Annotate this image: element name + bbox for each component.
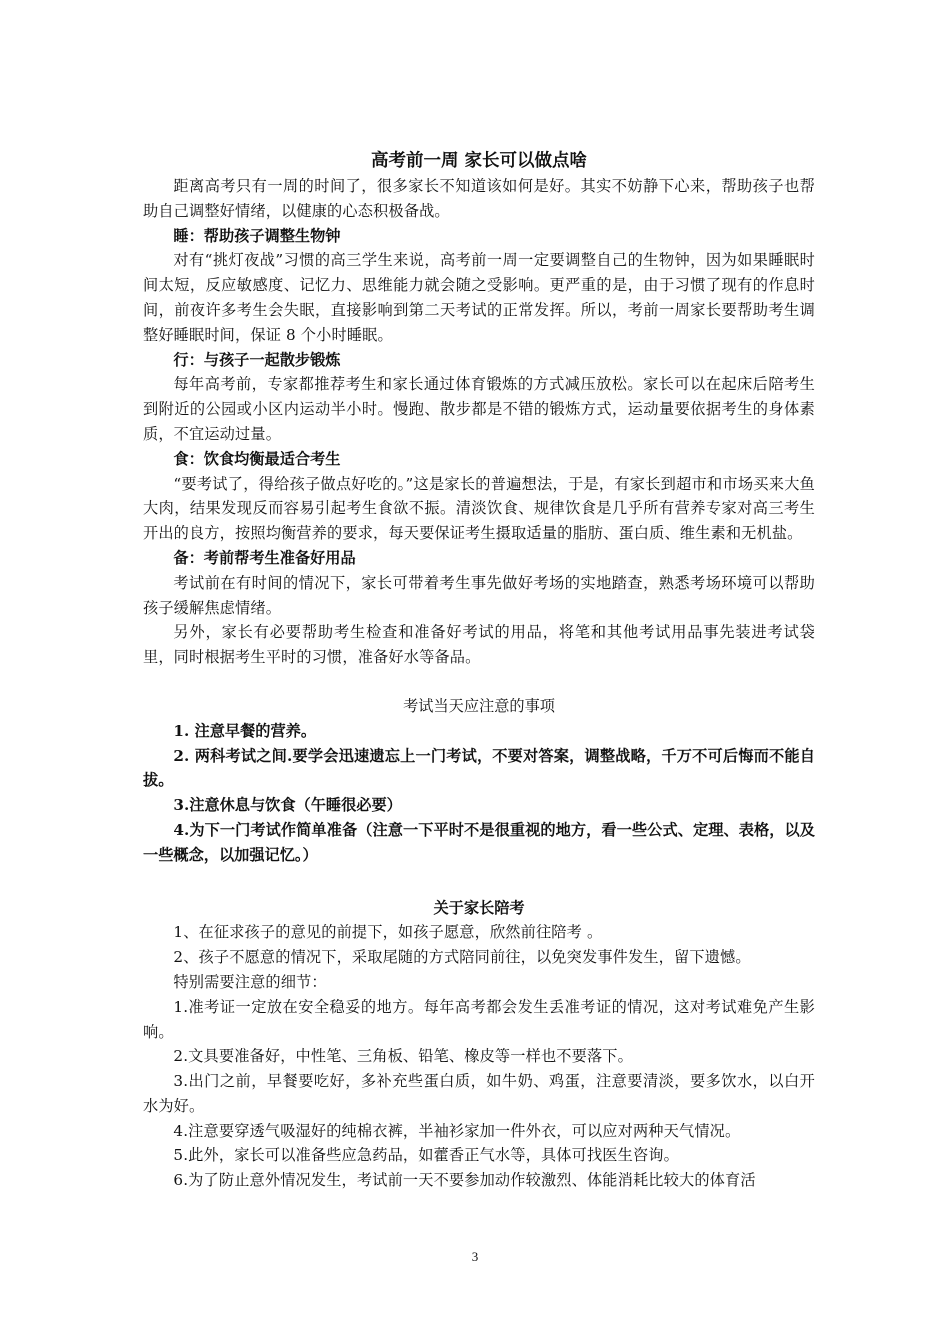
accompany-title: 关于家长陪考 [433,898,525,917]
section-paragraph: “要考试了，得给孩子做点好吃的。”这是家长的普遍想法，于是，有家长到超市和市场买来大鱼大肉，结果发现反而容易引起考生食欲不振。清淡饮食、规律饮食是几乎所有营养专家对高三考生开出的良方，按照均衡营养的要求，每天要保证考生摄取适量的脂肪、蛋白质、维生素和无机盐。 [143,474,815,543]
accompany-line: 1、在征求孩子的意见的前提下，如孩子愿意，欣然前往陪考 。 [173,923,603,942]
exam-day-item: 1. 注意早餐的营养。 [173,721,317,740]
accompany-line: 5.此外，家长可以准备些应急药品，如藿香正气水等，具体可找医生咨询。 [173,1146,679,1165]
accompany-line: 2、孩子不愿意的情况下，采取尾随的方式陪同前往，以免突发事件发生，留下遗憾。 [173,948,751,967]
accompany-line: 6.为了防止意外情况发生，考试前一天不要参加动作较激烈、体能消耗比较大的体育活 [173,1171,756,1190]
exam-day-item: 4.为下一门考试作简单准备（注意一下平时不是很重视的地方，看一些公式、定理、表格，以及一些概念，以加强记忆。） [143,820,815,864]
accompany-line: 3.出门之前，早餐要吃好，多补充些蛋白质，如牛奶、鸡蛋，注意要清淡，要多饮水，以白开水为好。 [143,1072,815,1115]
spacer [143,670,815,694]
page-number: 3 [471,1249,479,1264]
section-paragraph: 考试前在有时间的情况下，家长可带着考生事先做好考场的实地踏查，熟悉考场环境可以帮助孩子缓解焦虑情绪。 [143,573,815,617]
exam-day-item: 2. 两科考试之间.要学会迅速遗忘上一门考试，不要对答案，调整战略，千万不可后悔而不能自拔。 [143,746,815,790]
section-heading-diet: 食：饮食均衡最适合考生 [173,449,341,468]
section-paragraph: 对有“挑灯夜战”习惯的高三学生来说，高考前一周一定要调整自己的生物钟，因为如果睡眠时间太短，反应敏感度、记忆力、思维能力就会随之受影响。更严重的是，由于习惯了现有的作息时间，前夜许多考生会失眠，直接影响到第二天考试的正常发挥。所以，考前一周家长要帮助考生调整好睡眠时间，保证 8 个小时睡眠。 [143,251,815,344]
article-title: 高考前一周 家长可以做点啥 [370,151,588,171]
section-heading-sleep: 睡：帮助孩子调整生物钟 [173,226,341,245]
exam-day-item: 3.注意休息与饮食（午睡很必要） [173,796,402,815]
exam-day-title: 考试当天应注意的事项 [403,696,555,715]
section-paragraph: 每年高考前，专家都推荐考生和家长通过体育锻炼的方式减压放松。家长可以在起床后陪考生到附近的公园或小区内运动半小时。慢跑、散步都是不错的锻炼方式，运动量要依据考生的身体素质，不宜运动过量。 [143,375,815,443]
accompany-line: 4.注意要穿透气吸湿好的纯棉衣裤，半袖衫家加一件外衣，可以应对两种天气情况。 [173,1121,741,1140]
section-heading-prepare: 备：考前帮考生准备好用品 [173,548,356,567]
document-page [143,148,815,1193]
accompany-line: 特别需要注意的细节： [173,972,327,991]
section-heading-exercise: 行：与孩子一起散步锻炼 [173,350,341,369]
article-intro: 距离高考只有一周的时间了，很多家长不知道该如何是好。其实不妨静下心来，帮助孩子也帮助自己调整好情绪，以健康的心态积极备战。 [143,177,815,220]
section-paragraph: 另外，家长有必要帮助考生检查和准备好考试的用品，将笔和其他考试用品事先装进考试袋里，同时根据考生平时的习惯，准备好水等备品。 [143,623,815,667]
spacer [143,868,815,896]
accompany-line: 2.文具要准备好，中性笔、三角板、铅笔、橡皮等一样也不要落下。 [173,1047,633,1066]
accompany-line: 1.准考证一定放在安全稳妥的地方。每年高考都会发生丢准考证的情况，这对考试难免产生影响。 [143,997,815,1041]
